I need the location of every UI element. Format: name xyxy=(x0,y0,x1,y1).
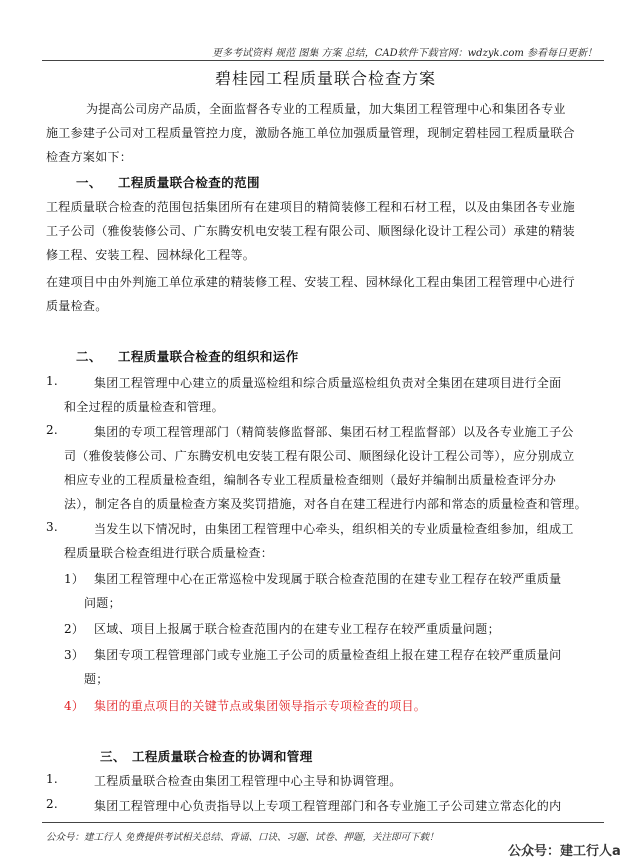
section-3-number: 三、 xyxy=(100,749,126,764)
sublist-number: 4） xyxy=(64,699,85,713)
list-item-line: 当发生以下情况时，由集团工程管理中心牵头，组织相关的专业质量检查组参加，组成工 xyxy=(94,522,574,536)
list-item-line: 集团工程管理中心建立的质量巡检组和综合质量巡检组负责对全集团在建项目进行全面 xyxy=(94,376,562,390)
sublist-number: 3） xyxy=(64,648,85,662)
section-1-number: 一、 xyxy=(76,175,102,190)
sublist-number: 2） xyxy=(64,622,85,636)
list-number: 1. xyxy=(46,772,59,786)
footer-note: 公众号：建工行人 免费提供考试相关总结、背诵、口诀、习题、试卷、押题，关注即可下载！ xyxy=(46,832,439,843)
list-item-line: 司（雅俊装修公司、广东腾安机电安装工程有限公司、顺图绿化设计工程公司等），应分别成立 xyxy=(64,449,575,463)
list-item-line: 集团的专项工程管理部门（精简装修监督部、集团石材工程监督部）以及各专业施工子公 xyxy=(94,425,574,439)
section-1-line: 工程质量联合检查的范围包括集团所有在建项目的精简装修工程和石材工程，以及由集团各专业施 xyxy=(46,200,575,214)
list-number: 3. xyxy=(46,520,59,534)
list-item-line: 相应专业的工程质量检查组，编制各专业工程质量检查细则（最好并编制出质量检查评分办 xyxy=(64,473,557,487)
section-1-title: 工程质量联合检查的范围 xyxy=(118,175,260,190)
section-2-title: 工程质量联合检查的组织和运作 xyxy=(118,349,299,364)
page-title: 碧桂园工程质量联合检查方案 xyxy=(215,69,437,88)
sublist-item-line: 集团专项工程管理部门或专业施工子公司的质量检查组上报在建工程存在较严重质量问 xyxy=(94,648,562,662)
list-item-line: 程质量联合检查组进行联合质量检查： xyxy=(64,546,274,560)
intro-line: 检查方案如下： xyxy=(46,150,133,164)
section-1-line: 修工程、安装工程、园林绿化工程等。 xyxy=(46,248,256,262)
sublist-item-line: 区域、项目上报属于联合检查范围内的在建专业工程存在较严重质量问题； xyxy=(94,622,500,636)
intro-line: 为提高公司房产品质，全面监督各专业的工程质量，加大集团工程管理中心和集团各专业 xyxy=(86,102,566,116)
list-number: 2. xyxy=(46,423,59,437)
section-1-line: 在建项目中由外判施工单位承建的精装修工程、安装工程、园林绿化工程由集团工程管理中心进行 xyxy=(46,275,575,289)
list-item-line: 集团工程管理中心负责指导以上专项工程管理部门和各专业施工子公司建立常态化的内 xyxy=(94,799,562,813)
section-1-line: 质量检查。 xyxy=(46,299,108,313)
watermark-text: 公众号：建工行人a xyxy=(508,844,621,859)
sublist-item-line: 问题； xyxy=(84,596,121,610)
sublist-number: 1） xyxy=(64,572,85,586)
header-note: 更多考试资料 规范 图集 方案 总结，CAD软件下载官网：wdzyk.com 参看每日更新！ xyxy=(212,48,598,59)
sublist-item-line: 集团工程管理中心在正常巡检中发现属于联合检查范围的在建专业工程存在较严重质量 xyxy=(94,572,562,586)
list-item-line: 和全过程的质量检查和管理。 xyxy=(64,400,224,414)
sublist-item-line: 题； xyxy=(84,672,109,686)
list-number: 1. xyxy=(46,374,59,388)
section-3-title: 工程质量联合检查的协调和管理 xyxy=(132,749,313,764)
intro-line: 施工参建子公司对工程质量管控力度，激励各施工单位加强质量管理，现制定碧桂园工程质量联合 xyxy=(46,126,575,140)
header-rule xyxy=(42,60,604,61)
list-item-line: 工程质量联合检查由集团工程管理中心主导和协调管理。 xyxy=(94,774,402,788)
list-number: 2. xyxy=(46,797,59,811)
section-2-number: 二、 xyxy=(76,349,102,364)
footer-rule xyxy=(42,822,604,823)
sublist-item-line-highlight: 集团的重点项目的关键节点或集团领导指示专项检查的项目。 xyxy=(94,699,427,713)
list-item-line: 法），制定各自的质量检查方案及奖罚措施，对各自在建工程进行内部和常态的质量检查和管理。 xyxy=(64,497,587,511)
section-1-line: 工子公司（雅俊装修公司、广东腾安机电安装工程有限公司、顺图绿化设计工程公司）承建的精装 xyxy=(46,224,575,238)
